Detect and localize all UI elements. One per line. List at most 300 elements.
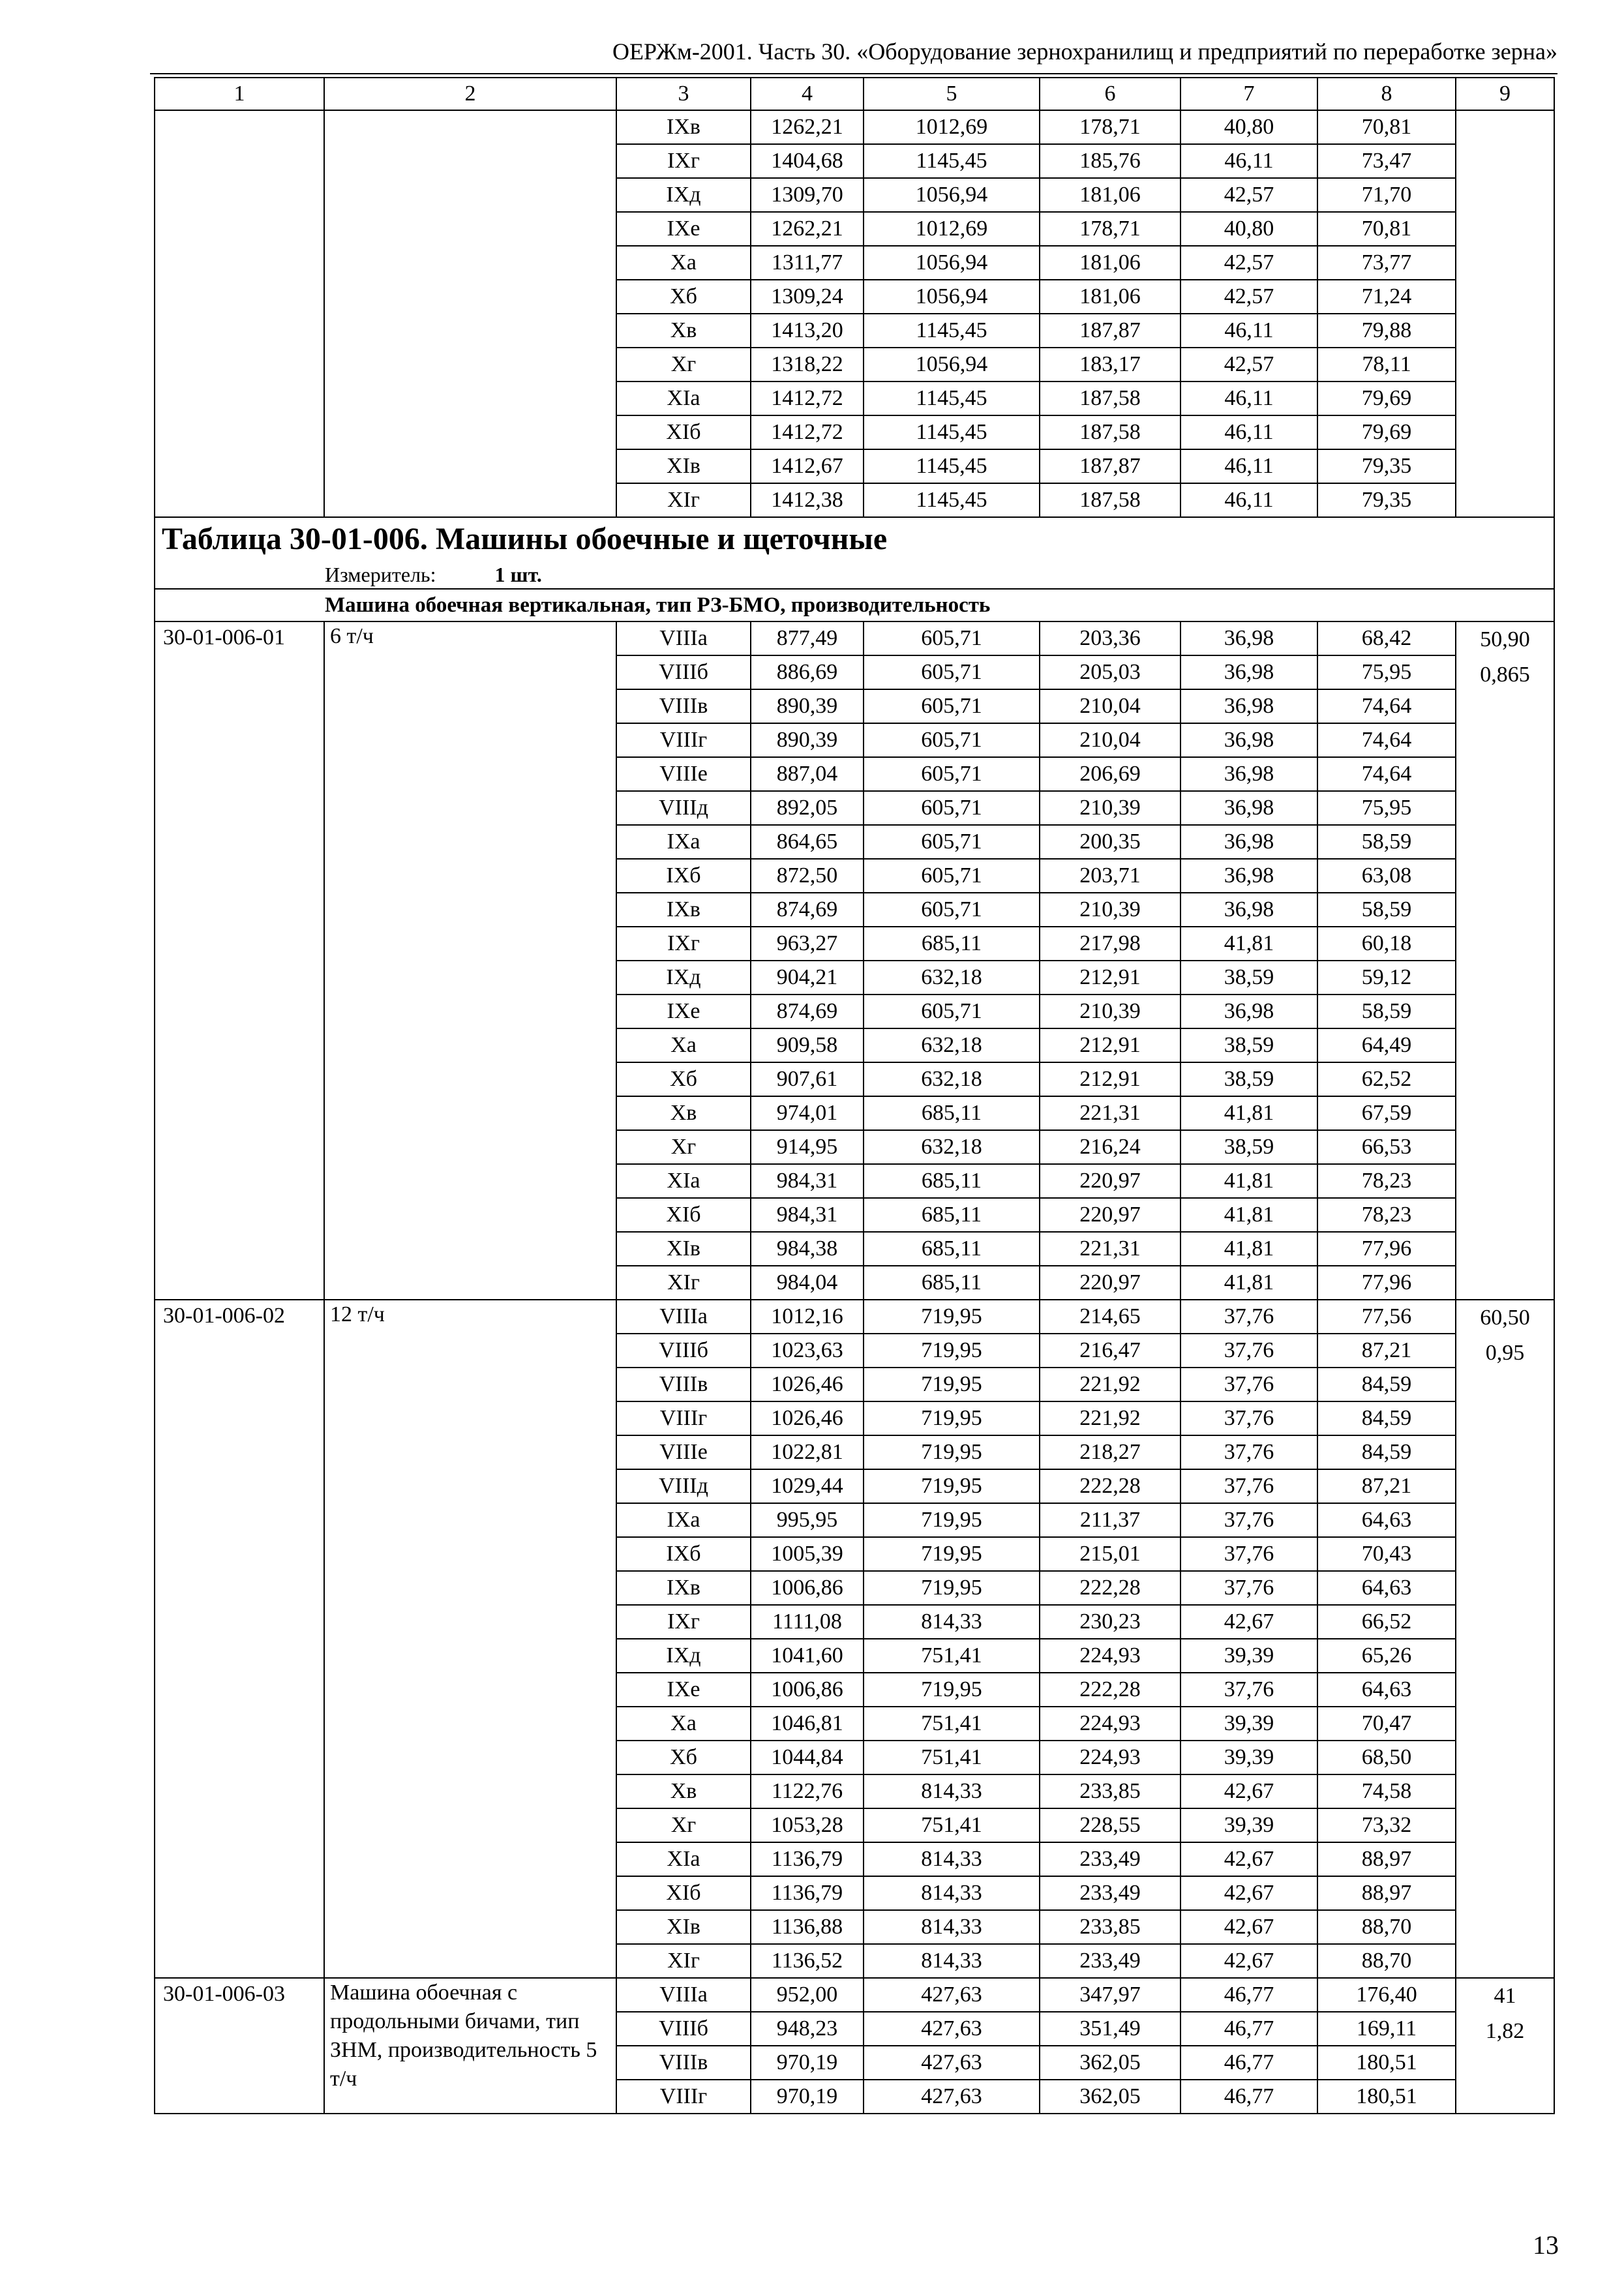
total-cost-cell: 963,27 <box>751 927 864 961</box>
materials-cost-cell: 74,58 <box>1317 1774 1456 1808</box>
machinist-wages-cell: 37,76 <box>1180 1503 1317 1537</box>
machinist-wages-cell: 38,59 <box>1180 1062 1317 1096</box>
resource-variant-cell: IXа <box>616 1503 751 1537</box>
materials-cost-cell: 79,35 <box>1317 449 1456 483</box>
resource-variant-cell: IXд <box>616 178 751 212</box>
resource-variant-cell: XIб <box>616 1876 751 1910</box>
machinist-wages-cell: 37,76 <box>1180 1300 1317 1334</box>
resource-variant-cell: VIIIг <box>616 2080 751 2114</box>
machine-operation-cell: 233,49 <box>1040 1876 1180 1910</box>
wages-cell: 1145,45 <box>864 382 1040 415</box>
wages-cell: 814,33 <box>864 1876 1040 1910</box>
resource-variant-cell: IXг <box>616 144 751 178</box>
wages-cell: 814,33 <box>864 1774 1040 1808</box>
item-name: 12 т/ч <box>324 1300 616 1978</box>
wages-cell: 605,71 <box>864 995 1040 1028</box>
table-row <box>155 621 1554 655</box>
machine-operation-cell: 181,06 <box>1040 280 1180 314</box>
resource-variant-cell: VIIIа <box>616 621 751 655</box>
item-name: Машина обоечная с продольными бичами, тип ЗНМ, производительность 5 т/ч <box>324 1978 616 2114</box>
materials-cost-cell: 79,35 <box>1317 483 1456 517</box>
resource-variant-cell: IXа <box>616 825 751 859</box>
machine-operation-cell: 210,04 <box>1040 689 1180 723</box>
materials-cost-cell: 79,69 <box>1317 382 1456 415</box>
wages-cell: 751,41 <box>864 1639 1040 1673</box>
column-numbers-row <box>155 78 1554 110</box>
total-cost-cell: 984,31 <box>751 1164 864 1198</box>
machine-operation-cell: 220,97 <box>1040 1266 1180 1300</box>
resource-variant-cell: XIг <box>616 1944 751 1978</box>
machinist-wages-cell: 42,57 <box>1180 280 1317 314</box>
item-name: 6 т/ч <box>324 621 616 1300</box>
resource-variant-cell: IXг <box>616 1605 751 1639</box>
machinist-wages-cell: 36,98 <box>1180 655 1317 689</box>
machinist-wages-cell: 42,67 <box>1180 1774 1317 1808</box>
machine-operation-cell: 205,03 <box>1040 655 1180 689</box>
machinist-wages-cell: 37,76 <box>1180 1537 1317 1571</box>
materials-cost-cell: 88,70 <box>1317 1944 1456 1978</box>
materials-cost-cell: 66,52 <box>1317 1605 1456 1639</box>
machinist-wages-cell: 46,77 <box>1180 2012 1317 2046</box>
total-cost-cell: 1111,08 <box>751 1605 864 1639</box>
materials-cost-cell: 74,64 <box>1317 689 1456 723</box>
total-cost-cell: 1029,44 <box>751 1469 864 1503</box>
column-number-cell: 8 <box>1317 78 1456 110</box>
col9-cell <box>1456 621 1554 1300</box>
total-cost-cell: 984,31 <box>751 1198 864 1232</box>
wages-cell: 719,95 <box>864 1571 1040 1605</box>
col9-value: 0,95 <box>1485 1341 1525 1365</box>
resource-variant-cell: IXг <box>616 927 751 961</box>
machinist-wages-cell: 36,98 <box>1180 689 1317 723</box>
wages-cell: 1056,94 <box>864 280 1040 314</box>
wages-cell: 685,11 <box>864 1164 1040 1198</box>
wages-cell: 427,63 <box>864 2012 1040 2046</box>
machinist-wages-cell: 41,81 <box>1180 1164 1317 1198</box>
machinist-wages-cell: 38,59 <box>1180 961 1317 995</box>
materials-cost-cell: 176,40 <box>1317 1978 1456 2012</box>
machinist-wages-cell: 46,77 <box>1180 2080 1317 2114</box>
materials-cost-cell: 84,59 <box>1317 1401 1456 1435</box>
code-cell-empty <box>155 110 324 517</box>
machine-operation-cell: 224,93 <box>1040 1707 1180 1741</box>
machine-operation-cell: 230,23 <box>1040 1605 1180 1639</box>
total-cost-cell: 904,21 <box>751 961 864 995</box>
machine-operation-cell: 181,06 <box>1040 246 1180 280</box>
table-body <box>155 78 1554 2114</box>
resource-variant-cell: XIа <box>616 382 751 415</box>
wages-cell: 605,71 <box>864 893 1040 927</box>
resource-variant-cell: VIIIа <box>616 1300 751 1334</box>
resource-variant-cell: VIIIб <box>616 1334 751 1368</box>
total-cost-cell: 1046,81 <box>751 1707 864 1741</box>
machine-operation-cell: 185,76 <box>1040 144 1180 178</box>
total-cost-cell: 1136,52 <box>751 1944 864 1978</box>
machine-operation-cell: 233,49 <box>1040 1842 1180 1876</box>
machine-operation-cell: 187,87 <box>1040 314 1180 348</box>
machinist-wages-cell: 42,57 <box>1180 178 1317 212</box>
total-cost-cell: 1023,63 <box>751 1334 864 1368</box>
machine-operation-cell: 212,91 <box>1040 1028 1180 1062</box>
machinist-wages-cell: 38,59 <box>1180 1130 1317 1164</box>
wages-cell: 814,33 <box>864 1842 1040 1876</box>
resource-variant-cell: Xб <box>616 280 751 314</box>
total-cost-cell: 995,95 <box>751 1503 864 1537</box>
total-cost-cell: 874,69 <box>751 893 864 927</box>
wages-cell: 719,95 <box>864 1537 1040 1571</box>
total-cost-cell: 886,69 <box>751 655 864 689</box>
resource-variant-cell: XIв <box>616 1232 751 1266</box>
resource-variant-cell: IXб <box>616 859 751 893</box>
total-cost-cell: 1318,22 <box>751 348 864 382</box>
total-cost-cell: 1412,38 <box>751 483 864 517</box>
resource-variant-cell: IXе <box>616 212 751 246</box>
table-row <box>155 1300 1554 1334</box>
total-cost-cell: 890,39 <box>751 689 864 723</box>
machinist-wages-cell: 41,81 <box>1180 927 1317 961</box>
wages-cell: 605,71 <box>864 723 1040 757</box>
wages-cell: 719,95 <box>864 1673 1040 1707</box>
total-cost-cell: 1311,77 <box>751 246 864 280</box>
total-cost-cell: 887,04 <box>751 757 864 791</box>
resource-variant-cell: VIIIв <box>616 2046 751 2080</box>
machine-operation-cell: 221,31 <box>1040 1096 1180 1130</box>
materials-cost-cell: 79,69 <box>1317 415 1456 449</box>
total-cost-cell: 1136,79 <box>751 1842 864 1876</box>
materials-cost-cell: 87,21 <box>1317 1334 1456 1368</box>
machine-operation-cell: 212,91 <box>1040 961 1180 995</box>
total-cost-cell: 1041,60 <box>751 1639 864 1673</box>
machine-operation-cell: 217,98 <box>1040 927 1180 961</box>
materials-cost-cell: 67,59 <box>1317 1096 1456 1130</box>
resource-variant-cell: XIб <box>616 1198 751 1232</box>
materials-cost-cell: 58,59 <box>1317 995 1456 1028</box>
machine-operation-cell: 178,71 <box>1040 212 1180 246</box>
machinist-wages-cell: 42,67 <box>1180 1910 1317 1944</box>
wages-cell: 814,33 <box>864 1605 1040 1639</box>
materials-cost-cell: 77,96 <box>1317 1266 1456 1300</box>
machinist-wages-cell: 37,76 <box>1180 1469 1317 1503</box>
total-cost-cell: 1044,84 <box>751 1741 864 1774</box>
wages-cell: 1056,94 <box>864 348 1040 382</box>
machine-operation-cell: 351,49 <box>1040 2012 1180 2046</box>
resource-variant-cell: XIа <box>616 1842 751 1876</box>
machinist-wages-cell: 37,76 <box>1180 1673 1317 1707</box>
wages-cell: 814,33 <box>864 1910 1040 1944</box>
total-cost-cell: 1309,70 <box>751 178 864 212</box>
total-cost-cell: 892,05 <box>751 791 864 825</box>
machinist-wages-cell: 42,67 <box>1180 1605 1317 1639</box>
machine-operation-cell: 220,97 <box>1040 1198 1180 1232</box>
materials-cost-cell: 180,51 <box>1317 2080 1456 2114</box>
machinist-wages-cell: 46,11 <box>1180 382 1317 415</box>
machinist-wages-cell: 36,98 <box>1180 621 1317 655</box>
materials-cost-cell: 64,63 <box>1317 1503 1456 1537</box>
wages-cell: 605,71 <box>864 689 1040 723</box>
machinist-wages-cell: 46,77 <box>1180 2046 1317 2080</box>
materials-cost-cell: 58,59 <box>1317 825 1456 859</box>
machine-operation-cell: 222,28 <box>1040 1469 1180 1503</box>
page-number: 13 <box>1533 2230 1559 2260</box>
machinist-wages-cell: 41,81 <box>1180 1266 1317 1300</box>
materials-cost-cell: 64,63 <box>1317 1571 1456 1605</box>
machinist-wages-cell: 37,76 <box>1180 1334 1317 1368</box>
resource-variant-cell: XIв <box>616 449 751 483</box>
wages-cell: 1145,45 <box>864 449 1040 483</box>
machinist-wages-cell: 36,98 <box>1180 859 1317 893</box>
resource-variant-cell: VIIIв <box>616 689 751 723</box>
wages-cell: 605,71 <box>864 621 1040 655</box>
wages-cell: 1056,94 <box>864 178 1040 212</box>
col9-value: 0,865 <box>1480 663 1530 687</box>
wages-cell: 685,11 <box>864 1096 1040 1130</box>
materials-cost-cell: 73,32 <box>1317 1808 1456 1842</box>
machinist-wages-cell: 36,98 <box>1180 825 1317 859</box>
machinist-wages-cell: 37,76 <box>1180 1401 1317 1435</box>
resource-variant-cell: Xа <box>616 1028 751 1062</box>
materials-cost-cell: 78,23 <box>1317 1198 1456 1232</box>
resource-variant-cell: XIг <box>616 483 751 517</box>
wages-cell: 719,95 <box>864 1503 1040 1537</box>
materials-cost-cell: 58,59 <box>1317 893 1456 927</box>
total-cost-cell: 874,69 <box>751 995 864 1028</box>
wages-cell: 1012,69 <box>864 212 1040 246</box>
machine-operation-cell: 187,58 <box>1040 483 1180 517</box>
materials-cost-cell: 88,70 <box>1317 1910 1456 1944</box>
machinist-wages-cell: 46,11 <box>1180 449 1317 483</box>
machinist-wages-cell: 39,39 <box>1180 1707 1317 1741</box>
resource-variant-cell: Xг <box>616 348 751 382</box>
machine-operation-cell: 233,49 <box>1040 1944 1180 1978</box>
section-title: Машина обоечная вертикальная, тип РЗ-БМО, производительность <box>155 589 1554 621</box>
materials-cost-cell: 73,77 <box>1317 246 1456 280</box>
wages-cell: 719,95 <box>864 1435 1040 1469</box>
wages-cell: 685,11 <box>864 1232 1040 1266</box>
total-cost-cell: 1053,28 <box>751 1808 864 1842</box>
col9-cell <box>1456 1300 1554 1978</box>
materials-cost-cell: 70,81 <box>1317 212 1456 246</box>
unit-value: 1 шт. <box>494 563 542 586</box>
materials-cost-cell: 63,08 <box>1317 859 1456 893</box>
column-number-cell: 6 <box>1040 78 1180 110</box>
resource-variant-cell: Xа <box>616 246 751 280</box>
machine-operation-cell: 210,39 <box>1040 893 1180 927</box>
machine-operation-cell: 233,85 <box>1040 1910 1180 1944</box>
wages-cell: 719,95 <box>864 1401 1040 1435</box>
materials-cost-cell: 66,53 <box>1317 1130 1456 1164</box>
resource-variant-cell: Xв <box>616 1774 751 1808</box>
wages-cell: 751,41 <box>864 1808 1040 1842</box>
table-title-row <box>155 517 1554 561</box>
resource-variant-cell: VIIIд <box>616 791 751 825</box>
machinist-wages-cell: 46,77 <box>1180 1978 1317 2012</box>
wages-cell: 605,71 <box>864 655 1040 689</box>
resource-variant-cell: Xа <box>616 1707 751 1741</box>
page-header: ОЕРЖм-2001. Часть 30. «Оборудование зернохранилищ и предприятий по переработке зерна» <box>612 38 1557 65</box>
resource-variant-cell: VIIIе <box>616 757 751 791</box>
resource-variant-cell: IXе <box>616 1673 751 1707</box>
machinist-wages-cell: 41,81 <box>1180 1198 1317 1232</box>
column-number-cell: 7 <box>1180 78 1317 110</box>
total-cost-cell: 970,19 <box>751 2046 864 2080</box>
machine-operation-cell: 233,85 <box>1040 1774 1180 1808</box>
total-cost-cell: 864,65 <box>751 825 864 859</box>
machinist-wages-cell: 37,76 <box>1180 1435 1317 1469</box>
materials-cost-cell: 78,23 <box>1317 1164 1456 1198</box>
machine-operation-cell: 187,58 <box>1040 415 1180 449</box>
total-cost-cell: 948,23 <box>751 2012 864 2046</box>
machinist-wages-cell: 41,81 <box>1180 1096 1317 1130</box>
column-number-cell: 9 <box>1456 78 1554 110</box>
total-cost-cell: 872,50 <box>751 859 864 893</box>
machine-operation-cell: 215,01 <box>1040 1537 1180 1571</box>
materials-cost-cell: 78,11 <box>1317 348 1456 382</box>
resource-variant-cell: IXе <box>616 995 751 1028</box>
machine-operation-cell: 187,58 <box>1040 382 1180 415</box>
resource-variant-cell: XIб <box>616 415 751 449</box>
wages-cell: 605,71 <box>864 757 1040 791</box>
materials-cost-cell: 77,96 <box>1317 1232 1456 1266</box>
machinist-wages-cell: 39,39 <box>1180 1741 1317 1774</box>
resource-variant-cell: IXв <box>616 110 751 144</box>
resource-variant-cell: Xв <box>616 314 751 348</box>
wages-cell: 685,11 <box>864 1198 1040 1232</box>
total-cost-cell: 907,61 <box>751 1062 864 1096</box>
machine-operation-cell: 224,93 <box>1040 1639 1180 1673</box>
wages-cell: 751,41 <box>864 1741 1040 1774</box>
total-cost-cell: 1309,24 <box>751 280 864 314</box>
machine-operation-cell: 212,91 <box>1040 1062 1180 1096</box>
wages-cell: 632,18 <box>864 1028 1040 1062</box>
table-row <box>155 1978 1554 2012</box>
wages-cell: 685,11 <box>864 927 1040 961</box>
wages-cell: 427,63 <box>864 1978 1040 2012</box>
machine-operation-cell: 220,97 <box>1040 1164 1180 1198</box>
total-cost-cell: 1262,21 <box>751 212 864 246</box>
unit-cell <box>155 561 1554 589</box>
machine-operation-cell: 183,17 <box>1040 348 1180 382</box>
machinist-wages-cell: 42,67 <box>1180 1842 1317 1876</box>
machine-operation-cell: 211,37 <box>1040 1503 1180 1537</box>
resource-variant-cell: VIIIг <box>616 1401 751 1435</box>
table-title: Таблица 30-01-006. Машины обоечные и щеточные <box>155 517 1554 561</box>
col9-value: 1,82 <box>1485 2019 1525 2043</box>
materials-cost-cell: 62,52 <box>1317 1062 1456 1096</box>
resource-variant-cell: VIIIд <box>616 1469 751 1503</box>
column-number-cell: 2 <box>324 78 616 110</box>
col9-cell-empty <box>1456 110 1554 517</box>
resource-variant-cell: XIг <box>616 1266 751 1300</box>
column-number-cell: 4 <box>751 78 864 110</box>
materials-cost-cell: 70,43 <box>1317 1537 1456 1571</box>
header-rule <box>150 73 1557 74</box>
machinist-wages-cell: 40,80 <box>1180 110 1317 144</box>
wages-cell: 719,95 <box>864 1368 1040 1401</box>
machine-operation-cell: 178,71 <box>1040 110 1180 144</box>
machinist-wages-cell: 36,98 <box>1180 995 1317 1028</box>
resource-variant-cell: IXб <box>616 1537 751 1571</box>
col9-value: 50,90 <box>1480 627 1530 651</box>
machinist-wages-cell: 36,98 <box>1180 723 1317 757</box>
norms-table-wrapper <box>154 77 1554 2114</box>
machine-operation-cell: 221,92 <box>1040 1401 1180 1435</box>
materials-cost-cell: 60,18 <box>1317 927 1456 961</box>
resource-variant-cell: IXд <box>616 1639 751 1673</box>
total-cost-cell: 1026,46 <box>751 1368 864 1401</box>
wages-cell: 1145,45 <box>864 144 1040 178</box>
wages-cell: 1145,45 <box>864 483 1040 517</box>
materials-cost-cell: 84,59 <box>1317 1435 1456 1469</box>
materials-cost-cell: 84,59 <box>1317 1368 1456 1401</box>
materials-cost-cell: 75,95 <box>1317 791 1456 825</box>
total-cost-cell: 970,19 <box>751 2080 864 2114</box>
wages-cell: 1056,94 <box>864 246 1040 280</box>
machinist-wages-cell: 39,39 <box>1180 1639 1317 1673</box>
machinist-wages-cell: 39,39 <box>1180 1808 1317 1842</box>
machine-operation-cell: 181,06 <box>1040 178 1180 212</box>
total-cost-cell: 1404,68 <box>751 144 864 178</box>
materials-cost-cell: 71,24 <box>1317 280 1456 314</box>
machinist-wages-cell: 42,57 <box>1180 246 1317 280</box>
wages-cell: 685,11 <box>864 1266 1040 1300</box>
resource-variant-cell: Xб <box>616 1741 751 1774</box>
total-cost-cell: 1005,39 <box>751 1537 864 1571</box>
machine-operation-cell: 221,92 <box>1040 1368 1180 1401</box>
wages-cell: 1145,45 <box>864 314 1040 348</box>
materials-cost-cell: 88,97 <box>1317 1842 1456 1876</box>
materials-cost-cell: 70,81 <box>1317 110 1456 144</box>
resource-variant-cell: VIIIб <box>616 2012 751 2046</box>
resource-variant-cell: VIIIг <box>616 723 751 757</box>
machine-operation-cell: 216,24 <box>1040 1130 1180 1164</box>
col9-value: 41 <box>1494 1984 1516 2008</box>
resource-variant-cell: IXв <box>616 893 751 927</box>
resource-variant-cell: Xг <box>616 1808 751 1842</box>
materials-cost-cell: 74,64 <box>1317 723 1456 757</box>
item-code: 30-01-006-01 <box>155 621 324 1300</box>
col9-value: 60,50 <box>1480 1306 1530 1330</box>
total-cost-cell: 1136,79 <box>751 1876 864 1910</box>
machinist-wages-cell: 38,59 <box>1180 1028 1317 1062</box>
total-cost-cell: 914,95 <box>751 1130 864 1164</box>
machine-operation-cell: 228,55 <box>1040 1808 1180 1842</box>
materials-cost-cell: 70,47 <box>1317 1707 1456 1741</box>
materials-cost-cell: 64,49 <box>1317 1028 1456 1062</box>
machinist-wages-cell: 42,67 <box>1180 1876 1317 1910</box>
wages-cell: 605,71 <box>864 859 1040 893</box>
machine-operation-cell: 210,04 <box>1040 723 1180 757</box>
materials-cost-cell: 79,88 <box>1317 314 1456 348</box>
machinist-wages-cell: 40,80 <box>1180 212 1317 246</box>
machinist-wages-cell: 36,98 <box>1180 893 1317 927</box>
machine-operation-cell: 187,87 <box>1040 449 1180 483</box>
materials-cost-cell: 87,21 <box>1317 1469 1456 1503</box>
wages-cell: 1145,45 <box>864 415 1040 449</box>
materials-cost-cell: 59,12 <box>1317 961 1456 995</box>
total-cost-cell: 1012,16 <box>751 1300 864 1334</box>
wages-cell: 719,95 <box>864 1334 1040 1368</box>
total-cost-cell: 1026,46 <box>751 1401 864 1435</box>
wages-cell: 814,33 <box>864 1944 1040 1978</box>
wages-cell: 632,18 <box>864 1062 1040 1096</box>
materials-cost-cell: 68,50 <box>1317 1741 1456 1774</box>
wages-cell: 427,63 <box>864 2080 1040 2114</box>
machine-operation-cell: 221,31 <box>1040 1232 1180 1266</box>
resource-variant-cell: IXв <box>616 1571 751 1605</box>
column-number-cell: 1 <box>155 78 324 110</box>
resource-variant-cell: VIIIа <box>616 1978 751 2012</box>
total-cost-cell: 909,58 <box>751 1028 864 1062</box>
